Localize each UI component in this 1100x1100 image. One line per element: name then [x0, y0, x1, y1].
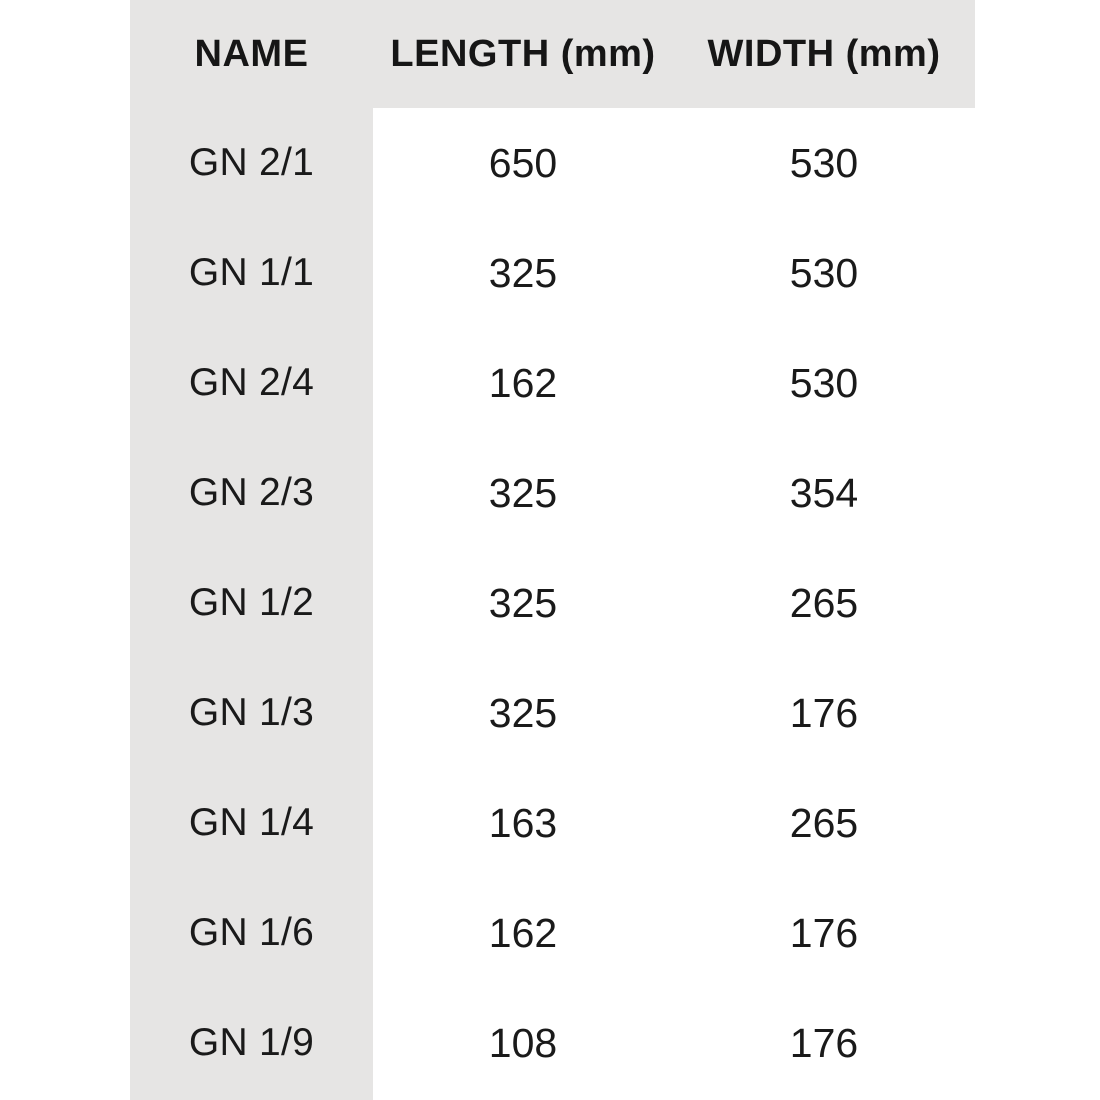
cell-length: 162: [488, 359, 558, 406]
cell-width: 530: [789, 249, 859, 296]
cell-length: 650: [488, 139, 558, 186]
cell-name: GN 1/3: [188, 691, 315, 734]
table-row: [130, 438, 975, 548]
cell-width: 176: [789, 689, 859, 736]
cell-name: GN 2/1: [188, 141, 315, 184]
cell-width: 530: [789, 359, 859, 406]
cell-name: GN 1/2: [188, 581, 315, 624]
column-header-name: NAME: [194, 32, 309, 75]
gastronorm-size-table: [130, 0, 975, 1098]
cell-width: 176: [789, 909, 859, 956]
cell-name: GN 2/4: [188, 361, 315, 404]
table-row: [130, 658, 975, 768]
cell-length: 325: [488, 579, 558, 626]
cell-length: 162: [488, 909, 558, 956]
table-row: [130, 328, 975, 438]
cell-width: 265: [789, 579, 859, 626]
cell-length: 325: [488, 249, 558, 296]
table-header-row: [130, 0, 975, 108]
cell-width: 265: [789, 799, 859, 846]
table-body: [130, 108, 975, 1098]
column-header-length: LENGTH (mm): [390, 32, 656, 75]
table-row: [130, 988, 975, 1098]
cell-length: 108: [488, 1019, 558, 1066]
table-row: [130, 108, 975, 218]
table-row: [130, 548, 975, 658]
table-header: [130, 0, 975, 108]
cell-width: 530: [789, 139, 859, 186]
cell-name: GN 2/3: [188, 471, 315, 514]
cell-length: 325: [488, 469, 558, 516]
cell-name: GN 1/1: [188, 251, 315, 294]
cell-name: GN 1/4: [188, 801, 315, 844]
table-row: [130, 218, 975, 328]
cell-name: GN 1/6: [188, 911, 315, 954]
cell-length: 325: [488, 689, 558, 736]
cell-width: 176: [789, 1019, 859, 1066]
cell-name: GN 1/9: [188, 1021, 315, 1064]
cell-length: 163: [488, 799, 558, 846]
table-row: [130, 768, 975, 878]
table-row: [130, 878, 975, 988]
column-header-width: WIDTH (mm): [707, 32, 941, 75]
cell-width: 354: [789, 469, 859, 516]
